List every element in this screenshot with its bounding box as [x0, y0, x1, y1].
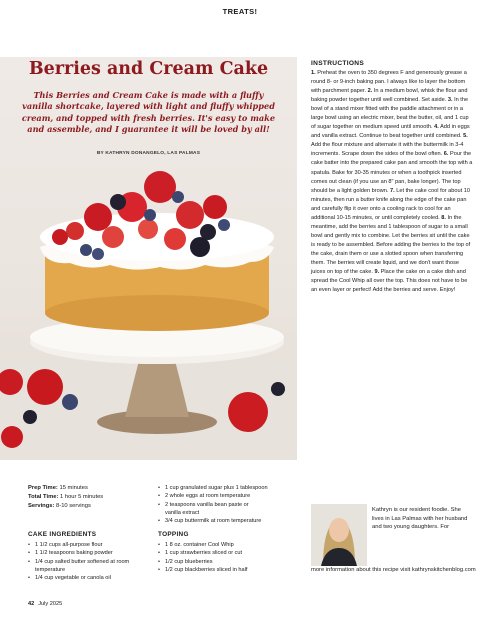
instructions-section	[311, 60, 473, 295]
list-item: • 1/2 cup blueberries	[158, 558, 308, 566]
list-item: • 1/4 cup salted butter softened at room temperature	[28, 558, 135, 575]
step-number: 8.	[441, 214, 446, 221]
step-number: 9.	[374, 269, 380, 276]
step-number: 7.	[390, 187, 395, 194]
total-label: Total Time:	[28, 494, 59, 500]
cake-ingredients-heading: CAKE INGREDIENTS	[28, 531, 97, 538]
step-number: 3.	[447, 97, 453, 104]
list-item: • 1 cup strawberries sliced or cut	[158, 549, 308, 557]
topping-list	[158, 541, 308, 574]
prep-label: Prep Time:	[28, 485, 58, 491]
step-text: Add in eggs and vanilla extract. Continue to beat together until combined.	[311, 124, 470, 140]
author-more-info: more information about this recipe visit kathrynskitchenblog.com	[311, 567, 476, 573]
author-photo	[311, 504, 367, 566]
cake-ingredients-list	[28, 541, 168, 582]
step-number: 5.	[463, 133, 468, 140]
step-text: In a medium bowl, whisk the flour and baking powder together until well combined. Set aside.	[311, 88, 468, 104]
list-item: • 1 1/2 cups all-purpose flour	[28, 541, 168, 549]
step-text: In the meantime, add the berries and 1 tablespoon of sugar to a small bowl and gently mix to combine. Let the berries sit until the cake is ready to be assembled. Before adding the berries to the top of the cake, drain them or use a slotted spoon when transferring them. The berries will create liquid, and we don't want those juices on top of the cake.	[311, 214, 471, 276]
list-item: • 1 cup granulated sugar plus 1 tablespoon	[158, 484, 308, 492]
step-text: In the bowl of a stand mixer fitted with the paddle attachment or in a large bowl using an electric mixer, beat the butter, oil, and 1 cup of sugar together on medium speed until smooth.	[311, 97, 469, 131]
instructions-body	[311, 69, 473, 295]
list-item: • 2 teaspoons vanilla bean paste or vanilla extract	[158, 501, 255, 518]
servings-label: Servings:	[28, 503, 55, 509]
list-item: • 2 whole eggs at room temperature	[158, 492, 308, 500]
list-item: • 1 8 oz. container Cool Whip	[158, 541, 308, 549]
page-number: 42	[28, 601, 35, 607]
list-item: • 1/4 cup vegetable or canola oil	[28, 574, 168, 582]
list-item: • 1/2 cup blackberries sliced in half	[158, 566, 308, 574]
hero-photo	[0, 57, 297, 460]
list-item: • 1 1/2 teaspoons baking powder	[28, 549, 168, 557]
author-bio: Kathryn is our resident foodie. She lives in Las Palmas with her husband and two young daughters. For	[372, 507, 468, 531]
list-item: • 3/4 cup buttermilk at room temperature	[158, 517, 308, 525]
cake-ingredients-list-col2	[158, 484, 308, 525]
prep-value: 15 minutes	[59, 485, 88, 491]
step-number: 2.	[367, 88, 373, 95]
step-number: 4.	[434, 124, 439, 131]
total-value: 1 hour 5 minutes	[60, 494, 104, 500]
section-label: TREATS!	[222, 7, 258, 16]
step-number: 6.	[443, 151, 449, 158]
step-number: 1.	[311, 70, 316, 76]
recipe-meta	[28, 484, 103, 511]
step-text: Place the cake on a cake dish and spread the Cool Whip all over the top. This does not have to be an even layer or perfect! Add the berries and serve. Enjoy!	[311, 269, 468, 294]
step-text: Add the flour mixture and alternate it with the buttermilk in 3-4 increments. Scrape down the sides of the bowl often.	[311, 142, 464, 158]
issue-date: July 2025	[38, 601, 63, 607]
page-title: Berries and Cream Cake	[28, 59, 269, 79]
topping-heading: TOPPING	[158, 531, 189, 538]
instructions-heading: INSTRUCTIONS	[311, 60, 365, 67]
page-footer	[28, 601, 62, 607]
step-text: Pour the cake batter into the prepared cake pan and smooth the top with a spatula. Bake for 30-35 minutes or when a toothpick inserted comes out clean (if you use an 8" pan, bake longer). The top should be a light golden brown.	[311, 151, 473, 194]
step-text: Preheat the oven to 350 degrees F and generously grease a round 8- or 9-inch baking pan. I always like to layer the bottom with parchment paper.	[311, 70, 467, 95]
servings-value: 8-10 servings	[56, 503, 91, 509]
byline: BY KATHRYN DONANGELO, LAS PALMAS	[96, 151, 201, 156]
step-text: Let the cake cool for about 10 minutes, then run a butter knife along the edge of the cake pan and carefully flip it over onto a cooling rack to cool for an additional 10-15 minutes, or until completely cooled.	[311, 187, 470, 221]
article-subtitle: This Berries and Cream Cake is made with a fluffy vanilla shortcake, layered with light and fluffy whipped cream, and topped with fresh berries. It's easy to make and assemble, and I guarantee it will be loved by all!	[21, 90, 276, 135]
